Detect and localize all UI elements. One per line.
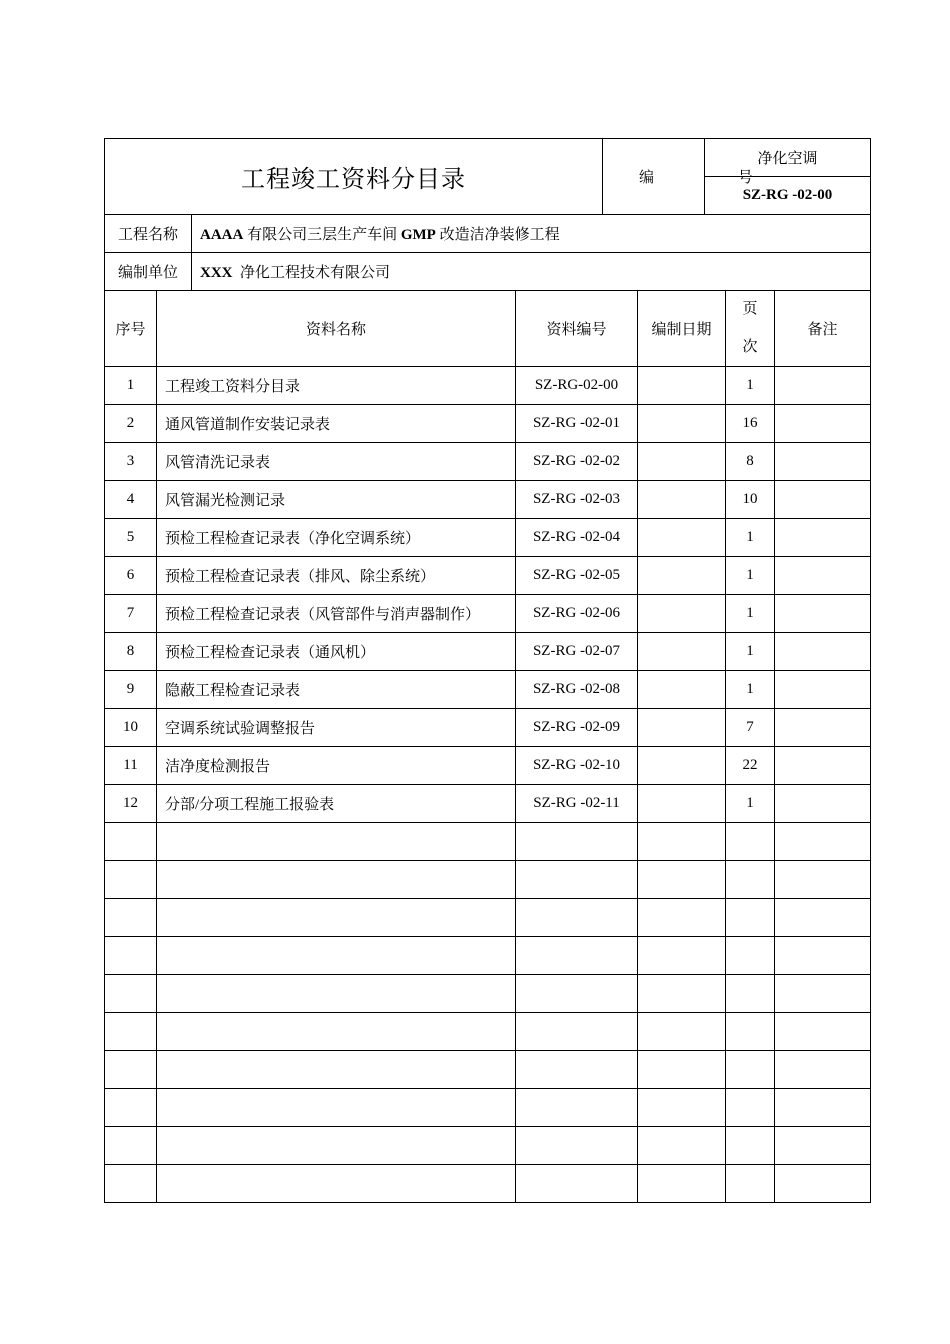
code-cell <box>516 861 638 899</box>
unit-text: 净化工程技术有限公司 <box>232 265 391 281</box>
seq-cell: 10 <box>105 709 157 747</box>
code-cell <box>516 1013 638 1051</box>
name-cell <box>157 899 516 937</box>
table-row <box>105 633 871 671</box>
date-cell <box>638 1013 726 1051</box>
table-row <box>105 899 871 937</box>
name-cell <box>157 1127 516 1165</box>
table-row <box>105 595 871 633</box>
table-row <box>105 557 871 595</box>
table-row <box>105 975 871 1013</box>
name-cell: 隐蔽工程检查记录表 <box>157 671 516 709</box>
pages-cell <box>726 937 775 975</box>
seq-cell: 2 <box>105 405 157 443</box>
seq-cell: 4 <box>105 481 157 519</box>
remark-cell <box>775 899 871 937</box>
code-value: SZ-RG -02-00 <box>705 177 871 215</box>
date-cell <box>638 1051 726 1089</box>
category-value: 净化空调 <box>705 139 871 177</box>
date-cell <box>638 899 726 937</box>
name-cell <box>157 1051 516 1089</box>
date-cell <box>638 937 726 975</box>
date-cell <box>638 1127 726 1165</box>
name-cell: 空调系统试验调整报告 <box>157 709 516 747</box>
code-cell <box>516 937 638 975</box>
code-cell <box>516 823 638 861</box>
table-row <box>105 937 871 975</box>
table-row <box>105 785 871 823</box>
table-row <box>105 405 871 443</box>
date-cell <box>638 405 726 443</box>
table-row <box>105 1127 871 1165</box>
name-cell <box>157 823 516 861</box>
pages-cell <box>726 975 775 1013</box>
name-cell <box>157 1165 516 1203</box>
project-name-label: 工程名称 <box>105 215 192 253</box>
remark-cell <box>775 595 871 633</box>
name-cell: 风管清洗记录表 <box>157 443 516 481</box>
table-row <box>105 1051 871 1089</box>
code-cell: SZ-RG -02-05 <box>516 557 638 595</box>
remark-cell <box>775 823 871 861</box>
col-date-header: 编制日期 <box>638 290 726 367</box>
date-cell <box>638 557 726 595</box>
remark-cell <box>775 405 871 443</box>
name-cell: 洁净度检测报告 <box>157 747 516 785</box>
name-cell <box>157 1013 516 1051</box>
date-cell <box>638 595 726 633</box>
name-cell: 预检工程检查记录表（排风、除尘系统） <box>157 557 516 595</box>
seq-cell: 7 <box>105 595 157 633</box>
header-table <box>104 138 871 291</box>
pages-cell: 1 <box>726 367 775 405</box>
name-cell <box>157 937 516 975</box>
table-row <box>105 671 871 709</box>
code-cell: SZ-RG-02-00 <box>516 367 638 405</box>
pages-cell <box>726 823 775 861</box>
project-name-bold1: AAAA <box>200 227 244 243</box>
table-row <box>105 709 871 747</box>
table-header-row <box>105 290 871 367</box>
date-cell <box>638 633 726 671</box>
seq-cell: 1 <box>105 367 157 405</box>
seq-cell: 6 <box>105 557 157 595</box>
table-row <box>105 1089 871 1127</box>
code-cell <box>516 975 638 1013</box>
code-cell <box>516 1089 638 1127</box>
remark-cell <box>775 367 871 405</box>
seq-cell <box>105 861 157 899</box>
pages-cell <box>726 1165 775 1203</box>
pages-cell <box>726 1013 775 1051</box>
col-remark-header: 备注 <box>775 290 871 367</box>
seq-cell <box>105 937 157 975</box>
pages-cell: 10 <box>726 481 775 519</box>
pages-cell: 1 <box>726 595 775 633</box>
code-cell: SZ-RG -02-07 <box>516 633 638 671</box>
seq-cell <box>105 823 157 861</box>
table-row <box>105 823 871 861</box>
remark-cell <box>775 481 871 519</box>
table-row <box>105 367 871 405</box>
code-label: 编 号 <box>603 139 705 215</box>
code-cell: SZ-RG -02-04 <box>516 519 638 557</box>
seq-cell: 11 <box>105 747 157 785</box>
seq-cell: 12 <box>105 785 157 823</box>
unit-bold: XXX <box>200 265 233 281</box>
table-row <box>105 519 871 557</box>
col-code-header: 资料编号 <box>516 290 638 367</box>
date-cell <box>638 975 726 1013</box>
documents-table <box>104 290 871 1203</box>
remark-cell <box>775 557 871 595</box>
pages-cell: 1 <box>726 557 775 595</box>
date-cell <box>638 519 726 557</box>
code-cell <box>516 1165 638 1203</box>
pages-cell <box>726 861 775 899</box>
col-seq-header: 序号 <box>105 290 157 367</box>
remark-cell <box>775 747 871 785</box>
seq-cell: 5 <box>105 519 157 557</box>
project-name-bold2: GMP <box>400 227 436 243</box>
pages-cell: 1 <box>726 519 775 557</box>
project-name-text1: 有限公司三层生产车间 <box>243 227 401 243</box>
date-cell <box>638 1165 726 1203</box>
name-cell: 工程竣工资料分目录 <box>157 367 516 405</box>
seq-cell <box>105 1165 157 1203</box>
date-cell <box>638 785 726 823</box>
name-cell: 预检工程检查记录表（风管部件与消声器制作） <box>157 595 516 633</box>
pages-cell: 1 <box>726 671 775 709</box>
pages-cell: 1 <box>726 633 775 671</box>
pages-cell: 22 <box>726 747 775 785</box>
date-cell <box>638 481 726 519</box>
remark-cell <box>775 861 871 899</box>
name-cell: 通风管道制作安装记录表 <box>157 405 516 443</box>
remark-cell <box>775 1013 871 1051</box>
seq-cell <box>105 1013 157 1051</box>
col-pages-header-line2: 次 <box>742 339 758 355</box>
code-cell: SZ-RG -02-03 <box>516 481 638 519</box>
remark-cell <box>775 671 871 709</box>
seq-cell <box>105 1127 157 1165</box>
date-cell <box>638 671 726 709</box>
table-row <box>105 1165 871 1203</box>
table-row <box>105 443 871 481</box>
unit-label: 编制单位 <box>105 253 192 291</box>
date-cell <box>638 367 726 405</box>
remark-cell <box>775 519 871 557</box>
date-cell <box>638 443 726 481</box>
remark-cell <box>775 1165 871 1203</box>
name-cell: 分部/分项工程施工报验表 <box>157 785 516 823</box>
remark-cell <box>775 937 871 975</box>
project-name-text2: 改造洁净装修工程 <box>435 227 560 243</box>
remark-cell <box>775 1127 871 1165</box>
seq-cell: 8 <box>105 633 157 671</box>
page-title: 工程竣工资料分目录 <box>105 139 603 215</box>
code-cell <box>516 899 638 937</box>
code-cell <box>516 1051 638 1089</box>
remark-cell <box>775 709 871 747</box>
pages-cell: 1 <box>726 785 775 823</box>
seq-cell: 3 <box>105 443 157 481</box>
remark-cell <box>775 1051 871 1089</box>
code-cell <box>516 1127 638 1165</box>
table-row <box>105 747 871 785</box>
seq-cell <box>105 1089 157 1127</box>
name-cell <box>157 975 516 1013</box>
col-pages-header-line1: 页 <box>742 301 758 317</box>
table-row <box>105 481 871 519</box>
pages-cell: 8 <box>726 443 775 481</box>
remark-cell <box>775 633 871 671</box>
date-cell <box>638 709 726 747</box>
name-cell <box>157 861 516 899</box>
remark-cell <box>775 785 871 823</box>
seq-cell <box>105 1051 157 1089</box>
col-name-header: 资料名称 <box>157 290 516 367</box>
table-row <box>105 1013 871 1051</box>
name-cell <box>157 1089 516 1127</box>
code-cell: SZ-RG -02-10 <box>516 747 638 785</box>
code-cell: SZ-RG -02-01 <box>516 405 638 443</box>
code-cell: SZ-RG -02-06 <box>516 595 638 633</box>
pages-cell <box>726 1089 775 1127</box>
seq-cell <box>105 899 157 937</box>
pages-cell <box>726 1051 775 1089</box>
code-cell: SZ-RG -02-02 <box>516 443 638 481</box>
code-cell: SZ-RG -02-09 <box>516 709 638 747</box>
pages-cell <box>726 1127 775 1165</box>
name-cell: 预检工程检查记录表（净化空调系统） <box>157 519 516 557</box>
table-row <box>105 861 871 899</box>
seq-cell <box>105 975 157 1013</box>
remark-cell <box>775 1089 871 1127</box>
code-cell: SZ-RG -02-11 <box>516 785 638 823</box>
date-cell <box>638 1089 726 1127</box>
code-cell: SZ-RG -02-08 <box>516 671 638 709</box>
remark-cell <box>775 975 871 1013</box>
col-pages-header <box>726 290 775 367</box>
date-cell <box>638 861 726 899</box>
date-cell <box>638 747 726 785</box>
pages-cell: 16 <box>726 405 775 443</box>
seq-cell: 9 <box>105 671 157 709</box>
project-name-value <box>192 215 871 253</box>
remark-cell <box>775 443 871 481</box>
name-cell: 预检工程检查记录表（通风机） <box>157 633 516 671</box>
unit-value <box>192 253 871 291</box>
name-cell: 风管漏光检测记录 <box>157 481 516 519</box>
pages-cell: 7 <box>726 709 775 747</box>
pages-cell <box>726 899 775 937</box>
date-cell <box>638 823 726 861</box>
